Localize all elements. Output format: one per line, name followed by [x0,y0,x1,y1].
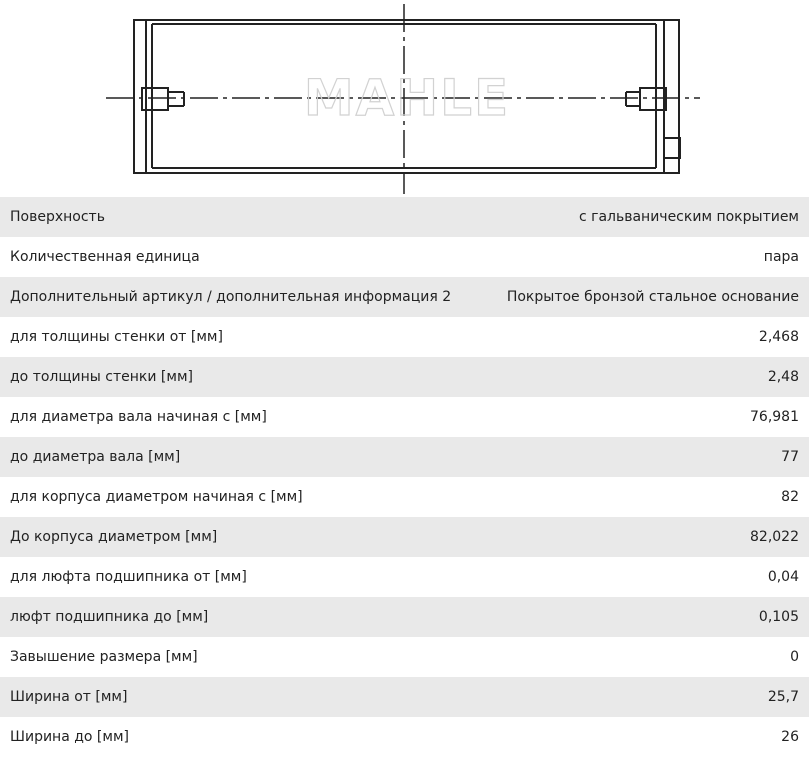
spec-value: 82,022 [750,529,799,545]
spec-label: Количественная единица [10,249,200,265]
spec-label: до диаметра вала [мм] [10,449,181,465]
spec-row-wall-thickness-to [0,357,809,397]
spec-table [0,197,809,757]
spec-value: 26 [781,729,799,745]
spec-row-bearing-clearance-from [0,557,809,597]
spec-value: с гальваническим покрытием [578,209,799,225]
mahle-watermark: MAHLE [303,69,511,127]
spec-value: пара [763,249,799,265]
spec-row-shaft-diameter-to [0,437,809,477]
spec-label: Ширина до [мм] [10,729,129,745]
spec-row-housing-diameter-to [0,517,809,557]
spec-row-bearing-clearance-to [0,597,809,637]
spec-label: Завышение размера [мм] [10,649,198,665]
spec-label: Ширина от [мм] [10,689,128,705]
spec-value: 2,48 [767,369,799,385]
spec-row-wall-thickness-from [0,317,809,357]
spec-row-housing-diameter-from [0,477,809,517]
spec-value: 0 [790,649,799,665]
spec-row-additional-info [0,277,809,317]
spec-value: 82 [781,489,799,505]
spec-value: 0,04 [767,569,799,585]
spec-label: для люфта подшипника от [мм] [10,569,247,585]
spec-row-surface [0,197,809,237]
spec-row-quantity-unit [0,237,809,277]
spec-row-shaft-diameter-from [0,397,809,437]
spec-value: 76,981 [750,409,799,425]
spec-label: для толщины стенки от [мм] [10,329,223,345]
spec-value: 0,105 [758,609,799,625]
spec-row-oversize [0,637,809,677]
spec-value: 77 [781,449,799,465]
spec-label: для корпуса диаметром начиная с [мм] [10,489,303,505]
spec-label: Дополнительный артикул / дополнительная информация 2 [10,289,452,305]
bearing-shell-drawing-icon [0,0,809,197]
spec-label: До корпуса диаметром [мм] [10,529,218,545]
spec-label: Поверхность [10,209,105,225]
spec-row-width-to [0,717,809,757]
bearing-drawing [0,0,809,197]
spec-label: люфт подшипника до [мм] [10,609,209,625]
spec-label: для диаметра вала начиная с [мм] [10,409,267,425]
spec-value: 2,468 [758,329,799,345]
spec-row-width-from [0,677,809,717]
spec-value: Покрытое бронзой стальное основание [506,289,799,305]
spec-value: 25,7 [767,689,799,705]
spec-label: до толщины стенки [мм] [10,369,193,385]
